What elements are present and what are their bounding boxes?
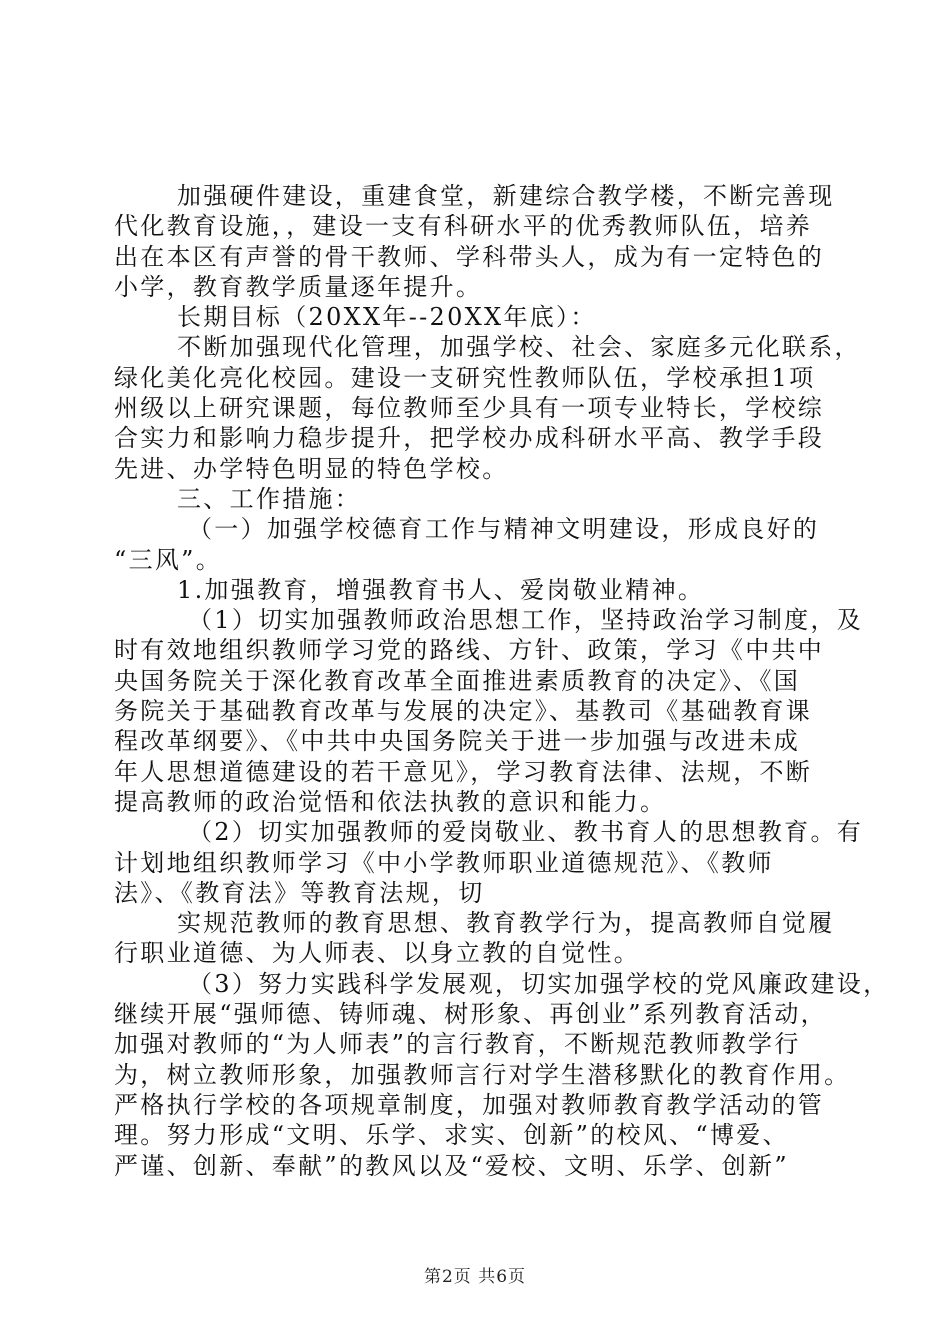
text-line: 长期目标（20XX年--20XX年底）： — [177, 303, 597, 332]
text-line: 提高教师的政治觉悟和依法执教的意识和能力。 — [114, 787, 667, 816]
text-line: 务院关于基础教育改革与发展的决定》、基教司《基础教育课 — [114, 697, 813, 726]
text-line: 央国务院关于深化教育改革全面推进素质教育的决定》、《国 — [114, 666, 801, 695]
text-line: 加强对教师的“为人师表”的言行教育，不断规范教师教学行 — [114, 1030, 801, 1059]
text-line: 州级以上研究课题，每位教师至少具有一项专业特长，学校综 — [114, 394, 825, 423]
text-line: 实规范教师的教育思想、教育教学行为，提高教师自觉履 — [177, 909, 835, 938]
text-line: 小学，教育教学质量逐年提升。 — [114, 272, 483, 301]
text-line: 程改革纲要》、《中共中央国务院关于进一步加强与改进未成 — [114, 727, 801, 756]
text-line: （2）切实加强教师的爱岗敬业、教书育人的思想教育。有 — [188, 818, 864, 847]
page-number-footer: 第2页 共6页 — [423, 1267, 527, 1287]
text-line: 加强硬件建设，重建食堂，新建综合教学楼，不断完善现 — [177, 182, 835, 210]
text-line: 三、工作措施： — [177, 484, 362, 513]
text-line: 年人思想道德建设的若干意见》，学习教育法律、法规，不断 — [114, 757, 813, 786]
text-line: 理。努力形成“文明、乐学、求实、创新”的校风、“博爱、 — [114, 1121, 789, 1150]
text-line: （1）切实加强教师政治思想工作，坚持政治学习制度，及 — [188, 606, 864, 635]
body-text — [114, 181, 890, 1181]
text-line: 法》、《教育法》等教育法规，切 — [114, 878, 485, 907]
text-line: 计划地组织教师学习《中小学教师职业道德规范》、《教师 — [114, 848, 774, 877]
text-line: 继续开展“强师德、铸师魂、树形象、再创业”系列教育活动， — [114, 1000, 827, 1029]
text-line: “三风”。 — [114, 545, 223, 574]
text-line: 出在本区有声誉的骨干教师、学科带头人，成为有一定特色的 — [114, 242, 825, 271]
text-line: 严谨、创新、奉献”的教风以及“爱校、文明、乐学、创新” — [114, 1151, 789, 1180]
text-line: 时有效地组织教师学习党的路线、方针、政策，学习《中共中 — [114, 636, 825, 665]
text-line: 严格执行学校的各项规章制度，加强对教师教育教学活动的管 — [114, 1090, 825, 1119]
text-line: 行职业道德、为人师表、以身立教的自觉性。 — [114, 939, 640, 968]
text-line: 为，树立教师形象，加强教师言行对学生潜移默化的教育作用。 — [114, 1060, 851, 1089]
text-line: 不断加强现代化管理，加强学校、社会、家庭多元化联系， — [177, 333, 861, 362]
text-line: 先进、办学特色明显的特色学校。 — [114, 454, 509, 483]
text-line: 绿化美化亮化校园。建设一支研究性教师队伍，学校承担1项 — [114, 363, 816, 392]
text-line: 合实力和影响力稳步提升，把学校办成科研水平高、教学手段 — [114, 424, 825, 453]
text-line: 1.加强教育，增强教育书人、爱岗敬业精神。 — [177, 575, 705, 604]
text-line: （一）加强学校德育工作与精神文明建设，形成良好的 — [188, 515, 820, 544]
text-line: （3）努力实践科学发展观，切实加强学校的党风廉政建设， — [188, 969, 890, 998]
text-line: 代化教育设施，，建设一支有科研水平的优秀教师队伍，培养 — [114, 212, 813, 241]
